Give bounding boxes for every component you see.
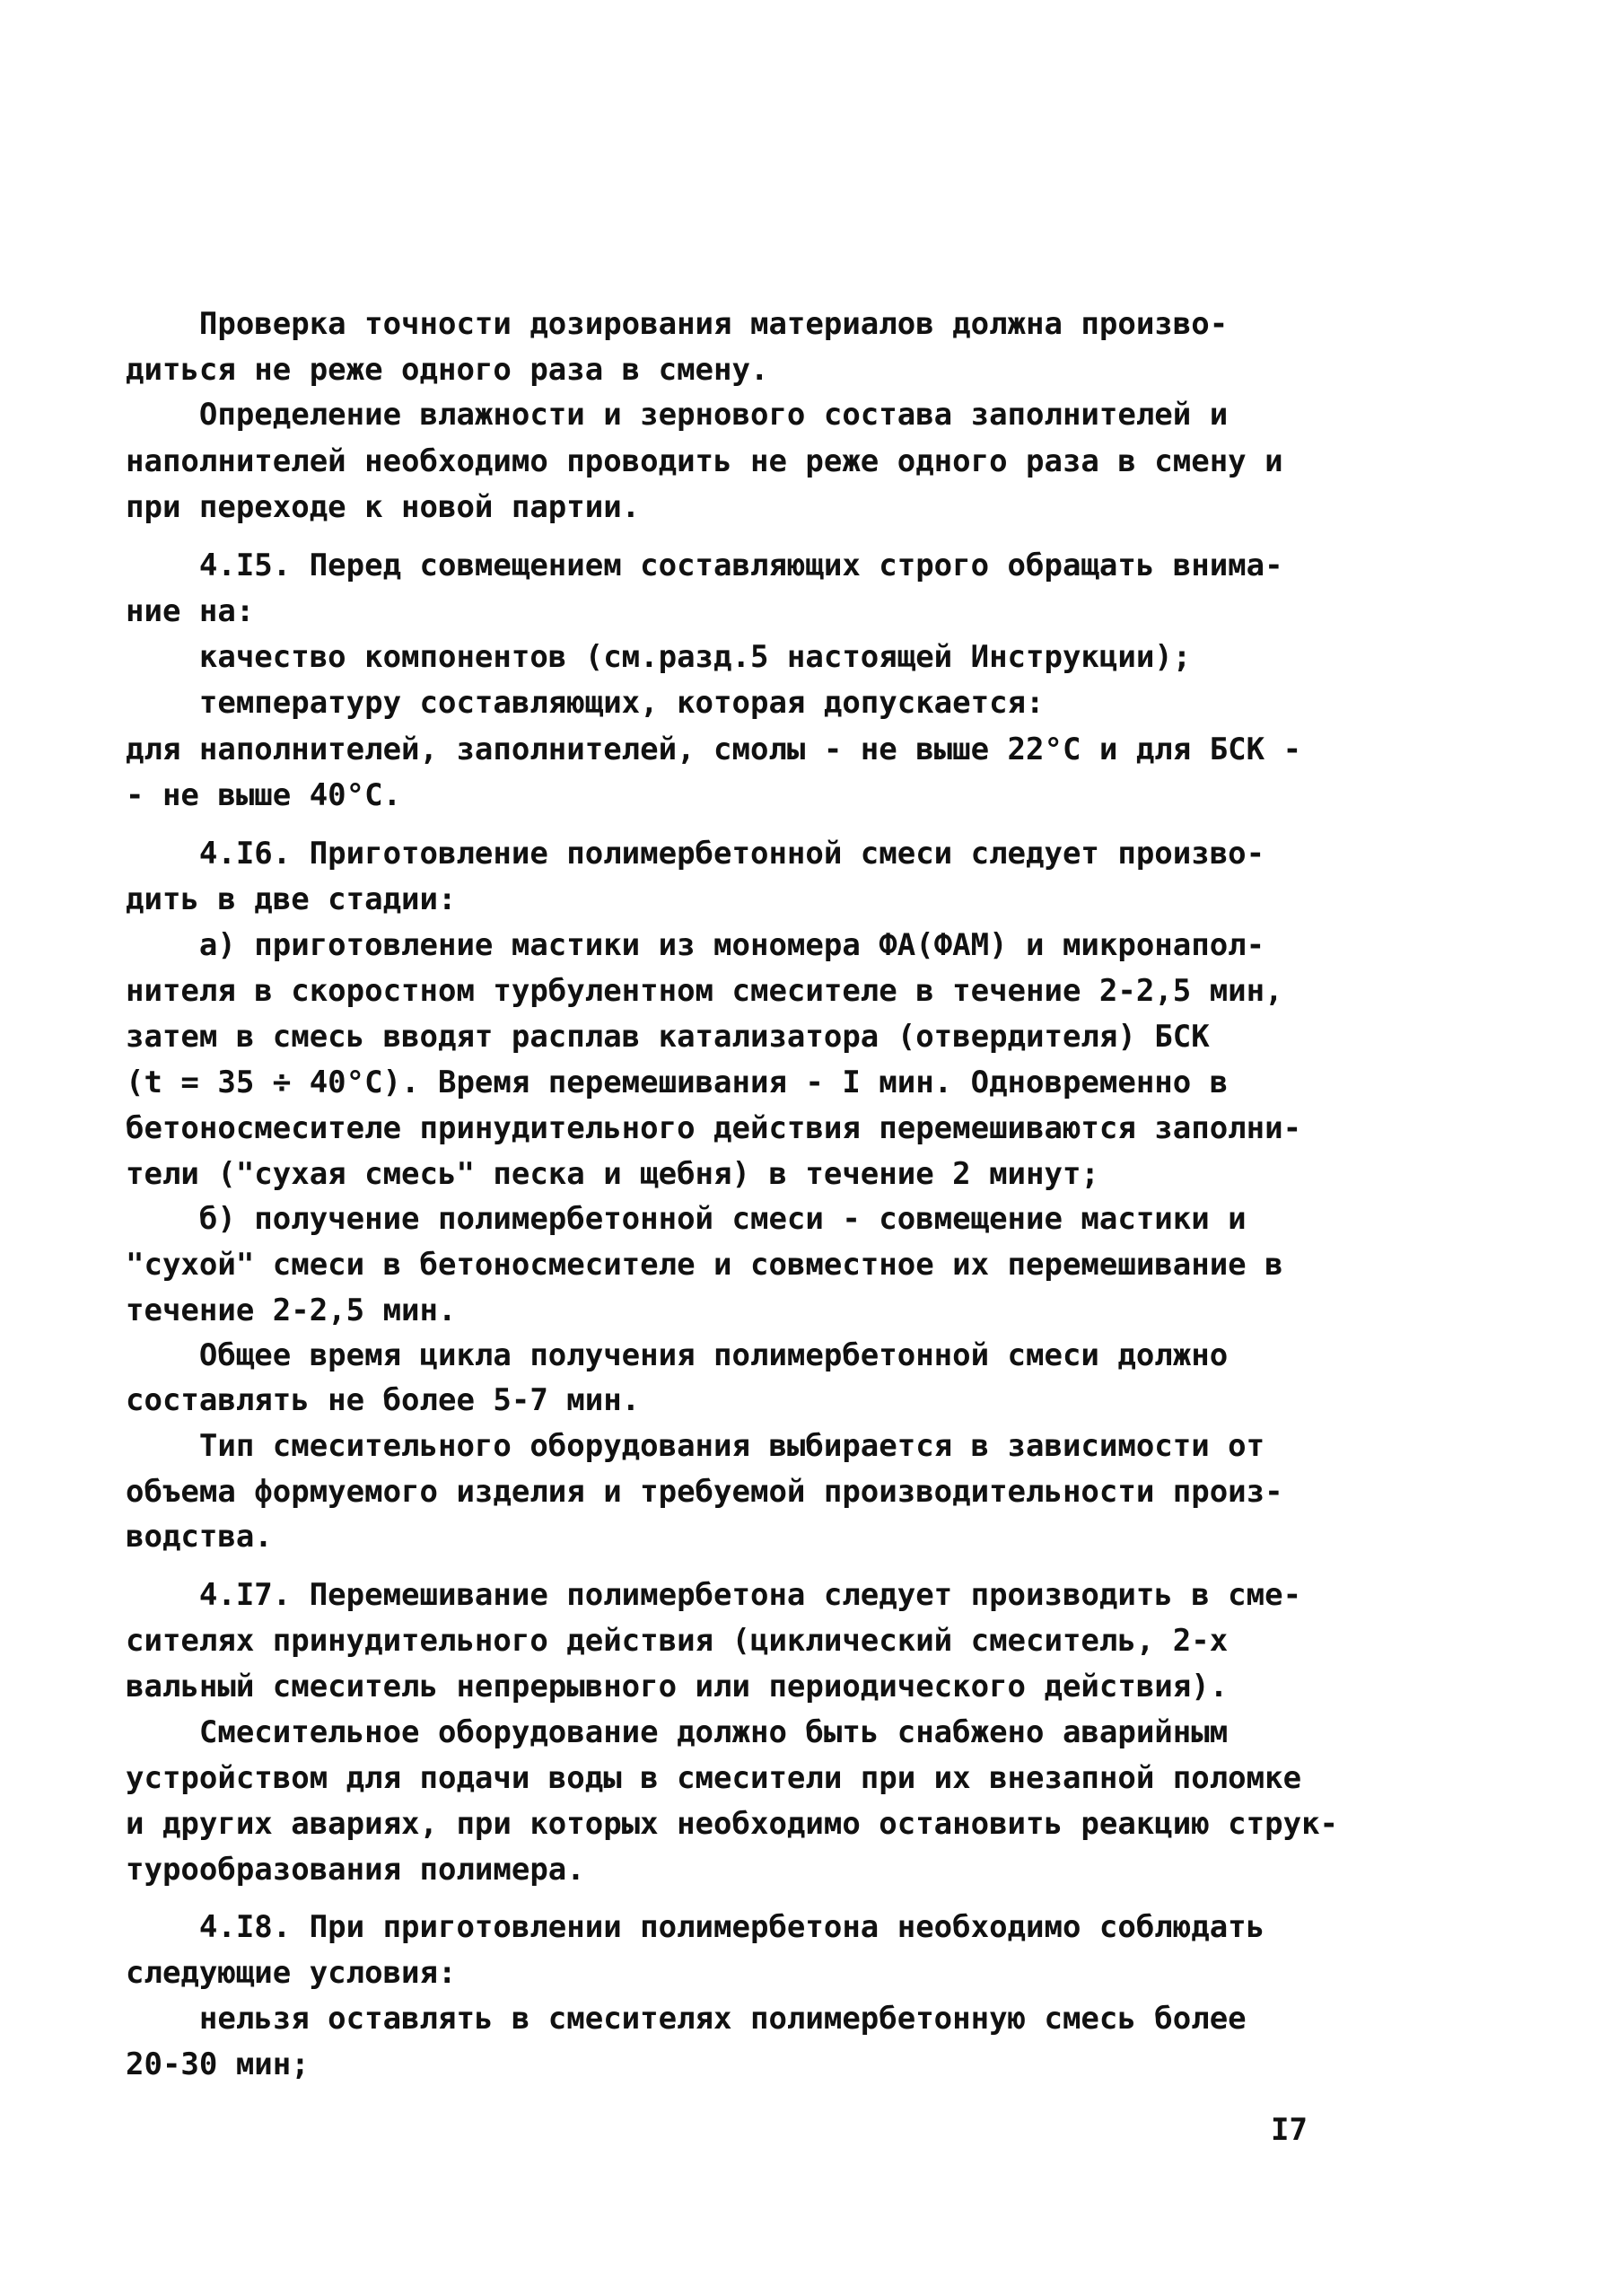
text-line: 4.I5. Перед совмещением составляющих строго обращать внима-: [126, 548, 1283, 583]
text-line: затем в смесь вводят расплав катализатора (отвердителя) БСК: [126, 1019, 1210, 1055]
text-line: Тип смесительного оборудования выбирается в зависимости от: [126, 1428, 1265, 1464]
text-line: "сухой" смеси в бетоносмесителе и совместное их перемешивание в: [126, 1247, 1283, 1283]
text-line: ние на:: [126, 593, 255, 629]
text-line: бетоносмесителе принудительного действия перемешиваются заполни-: [126, 1110, 1302, 1146]
text-line: 4.I6. Приготовление полимербетонной смеси следует произво-: [126, 836, 1265, 872]
page-number: I7: [1271, 2112, 1308, 2148]
text-line: нителя в скоростном турбулентном смесителе в течение 2-2,5 мин,: [126, 973, 1283, 1009]
text-line: Проверка точности дозирования материалов должна произво-: [126, 306, 1229, 342]
text-line: Смесительное оборудование должно быть снабжено аварийным: [126, 1714, 1229, 1750]
text-line: 20-30 мин;: [126, 2046, 310, 2082]
text-line: при переходе к новой партии.: [126, 489, 641, 525]
text-line: составлять не более 5-7 мин.: [126, 1382, 641, 1418]
text-line: 4.I8. При приготовлении полимербетона необходимо соблюдать: [126, 1909, 1265, 1945]
text-line: 4.I7. Перемешивание полимербетона следует производить в сме-: [126, 1577, 1302, 1613]
text-line: Общее время цикла получения полимербетонной смеси должно: [126, 1337, 1229, 1373]
text-line: б) получение полимербетонной смеси - совмещение мастики и: [126, 1201, 1247, 1237]
text-line: наполнителей необходимо проводить не реже одного раза в смену и: [126, 443, 1283, 479]
text-line: - не выше 40°С.: [126, 777, 402, 813]
text-line: качество компонентов (см.разд.5 настоящей Инструкции);: [126, 639, 1192, 675]
text-line: водства.: [126, 1519, 273, 1555]
text-line: диться не реже одного раза в смену.: [126, 352, 769, 388]
text-line: сителях принудительного действия (циклический смеситель, 2-х: [126, 1623, 1229, 1659]
text-line: вальный смеситель непрерывного или периодического действия).: [126, 1669, 1229, 1704]
text-line: для наполнителей, заполнителей, смолы - не выше 22°С и для БСК -: [126, 732, 1302, 767]
text-line: течение 2-2,5 мин.: [126, 1293, 457, 1328]
text-line: а) приготовление мастики из мономера ФА(ФАМ) и микронапол-: [126, 927, 1265, 963]
text-line: тели ("сухая смесь" песка и щебня) в течение 2 минут;: [126, 1156, 1099, 1192]
text-line: (t = 35 ÷ 40°С). Время перемешивания - I мин. Одновременно в: [126, 1065, 1229, 1100]
text-line: Определение влажности и зернового состава заполнителей и: [126, 397, 1229, 433]
text-line: дить в две стадии:: [126, 881, 457, 917]
text-line: устройством для подачи воды в смесители при их внезапной поломке: [126, 1760, 1302, 1796]
text-line: температуру составляющих, которая допускается:: [126, 685, 1045, 721]
text-line: следующие условия:: [126, 1955, 457, 1991]
text-line: турообразования полимера.: [126, 1852, 585, 1888]
text-line: объема формуемого изделия и требуемой производительности произ-: [126, 1474, 1283, 1510]
text-line: нельзя оставлять в смесителях полимербетонную смесь более: [126, 2001, 1247, 2037]
text-line: и других авариях, при которых необходимо остановить реакцию струк-: [126, 1806, 1339, 1842]
